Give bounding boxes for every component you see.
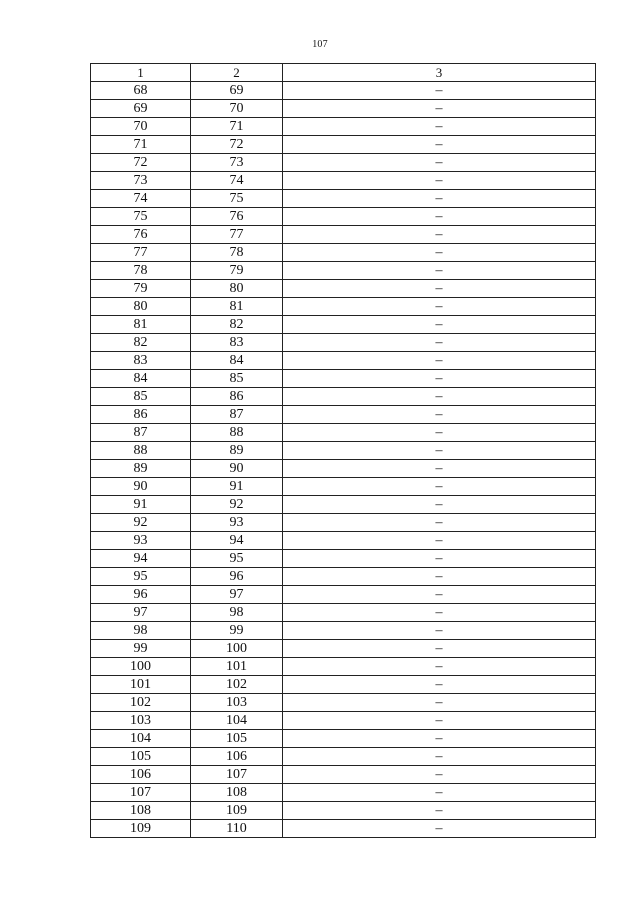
table-cell-col-3: – (283, 154, 596, 172)
table-cell-col-2: 74 (191, 172, 283, 190)
table-cell-col-2: 94 (191, 532, 283, 550)
table-cell-col-3: – (283, 748, 596, 766)
table-row (91, 82, 596, 100)
table-cell-col-1: 91 (91, 496, 191, 514)
table-cell-col-1: 72 (91, 154, 191, 172)
table-cell-col-2: 92 (191, 496, 283, 514)
table-row (91, 334, 596, 352)
table-row (91, 550, 596, 568)
table-cell-col-3: – (283, 568, 596, 586)
table-cell-col-3: – (283, 118, 596, 136)
table-row (91, 172, 596, 190)
table-cell-col-1: 99 (91, 640, 191, 658)
table-row (91, 676, 596, 694)
table-cell-col-3: – (283, 604, 596, 622)
table-cell-col-3: – (283, 658, 596, 676)
table-cell-col-2: 101 (191, 658, 283, 676)
table-row (91, 658, 596, 676)
table-cell-col-1: 75 (91, 208, 191, 226)
table-cell-col-1: 87 (91, 424, 191, 442)
table-cell-col-3: – (283, 640, 596, 658)
table-cell-col-1: 69 (91, 100, 191, 118)
table-cell-col-3: – (283, 262, 596, 280)
table-cell-col-2: 80 (191, 280, 283, 298)
table-cell-col-1: 105 (91, 748, 191, 766)
table-cell-col-1: 98 (91, 622, 191, 640)
table-cell-col-1: 94 (91, 550, 191, 568)
table-cell-col-3: – (283, 622, 596, 640)
table-row (91, 802, 596, 820)
table-row (91, 244, 596, 262)
table-cell-col-3: – (283, 172, 596, 190)
table-cell-col-2: 73 (191, 154, 283, 172)
table-cell-col-1: 100 (91, 658, 191, 676)
table-row (91, 316, 596, 334)
table-cell-col-1: 109 (91, 820, 191, 838)
table-cell-col-2: 102 (191, 676, 283, 694)
table-cell-col-2: 83 (191, 334, 283, 352)
table-cell-col-3: – (283, 820, 596, 838)
table-cell-col-2: 99 (191, 622, 283, 640)
table-cell-col-1: 78 (91, 262, 191, 280)
table-cell-col-1: 84 (91, 370, 191, 388)
table-cell-col-2: 100 (191, 640, 283, 658)
table-cell-col-1: 92 (91, 514, 191, 532)
table-cell-col-1: 71 (91, 136, 191, 154)
table-cell-col-2: 98 (191, 604, 283, 622)
table-row (91, 694, 596, 712)
table-row (91, 748, 596, 766)
table-row (91, 820, 596, 838)
table-cell-col-2: 90 (191, 460, 283, 478)
table-cell-col-2: 95 (191, 550, 283, 568)
table-cell-col-2: 85 (191, 370, 283, 388)
table-row (91, 712, 596, 730)
table-cell-col-2: 103 (191, 694, 283, 712)
table-cell-col-1: 86 (91, 406, 191, 424)
table-cell-col-1: 83 (91, 352, 191, 370)
table-cell-col-1: 93 (91, 532, 191, 550)
table-cell-col-1: 107 (91, 784, 191, 802)
table-cell-col-3: – (283, 802, 596, 820)
table-cell-col-3: – (283, 406, 596, 424)
table-cell-col-2: 69 (191, 82, 283, 100)
table-cell-col-1: 80 (91, 298, 191, 316)
table-cell-col-1: 97 (91, 604, 191, 622)
table-cell-col-2: 110 (191, 820, 283, 838)
table-cell-col-1: 95 (91, 568, 191, 586)
data-table (90, 63, 596, 838)
table-cell-col-3: – (283, 586, 596, 604)
table-cell-col-1: 82 (91, 334, 191, 352)
table-row (91, 568, 596, 586)
table-cell-col-2: 75 (191, 190, 283, 208)
table-cell-col-2: 105 (191, 730, 283, 748)
table-cell-col-3: – (283, 766, 596, 784)
table-row (91, 586, 596, 604)
table-cell-col-3: – (283, 298, 596, 316)
table-cell-col-3: – (283, 352, 596, 370)
table-cell-col-3: – (283, 388, 596, 406)
table-row (91, 136, 596, 154)
table-cell-col-3: – (283, 226, 596, 244)
table-cell-col-2: 106 (191, 748, 283, 766)
table-cell-col-1: 108 (91, 802, 191, 820)
table-row (91, 730, 596, 748)
table-row (91, 622, 596, 640)
table-cell-col-3: – (283, 244, 596, 262)
table-cell-col-3: – (283, 514, 596, 532)
table-cell-col-3: – (283, 208, 596, 226)
table-row (91, 532, 596, 550)
table-cell-col-1: 88 (91, 442, 191, 460)
table-row (91, 190, 596, 208)
table-cell-col-3: – (283, 478, 596, 496)
table-body (91, 82, 596, 838)
table-row (91, 496, 596, 514)
table-cell-col-2: 84 (191, 352, 283, 370)
table-cell-col-2: 109 (191, 802, 283, 820)
table-cell-col-3: – (283, 694, 596, 712)
table-cell-col-1: 81 (91, 316, 191, 334)
table-cell-col-2: 108 (191, 784, 283, 802)
table-row (91, 208, 596, 226)
table-cell-col-1: 90 (91, 478, 191, 496)
table-cell-col-3: – (283, 136, 596, 154)
table-cell-col-2: 87 (191, 406, 283, 424)
table-cell-col-2: 107 (191, 766, 283, 784)
table-header (91, 64, 596, 82)
table-cell-col-1: 101 (91, 676, 191, 694)
table-cell-col-3: – (283, 316, 596, 334)
table-cell-col-1: 103 (91, 712, 191, 730)
table-row (91, 100, 596, 118)
table-row (91, 370, 596, 388)
table-row (91, 226, 596, 244)
table-row (91, 478, 596, 496)
table-cell-col-3: – (283, 280, 596, 298)
table-cell-col-2: 97 (191, 586, 283, 604)
table-cell-col-1: 79 (91, 280, 191, 298)
table-row (91, 424, 596, 442)
table-cell-col-2: 78 (191, 244, 283, 262)
table-cell-col-2: 70 (191, 100, 283, 118)
table-cell-col-2: 81 (191, 298, 283, 316)
table-row (91, 442, 596, 460)
table-header-row (91, 64, 596, 82)
table-cell-col-1: 104 (91, 730, 191, 748)
table-cell-col-1: 76 (91, 226, 191, 244)
table-cell-col-3: – (283, 370, 596, 388)
table-cell-col-2: 82 (191, 316, 283, 334)
table-row (91, 118, 596, 136)
table-row (91, 298, 596, 316)
table-row (91, 262, 596, 280)
table-row (91, 352, 596, 370)
table-row (91, 406, 596, 424)
table-cell-col-3: – (283, 532, 596, 550)
table-cell-col-1: 74 (91, 190, 191, 208)
column-header-1: 1 (91, 64, 191, 82)
table-row (91, 460, 596, 478)
page-number: 107 (312, 39, 328, 50)
table-row (91, 154, 596, 172)
table-cell-col-1: 77 (91, 244, 191, 262)
table-row (91, 514, 596, 532)
table-cell-col-1: 85 (91, 388, 191, 406)
table-cell-col-2: 104 (191, 712, 283, 730)
table-cell-col-3: – (283, 460, 596, 478)
column-header-2: 2 (191, 64, 283, 82)
table-cell-col-2: 71 (191, 118, 283, 136)
table-cell-col-3: – (283, 784, 596, 802)
table-cell-col-2: 89 (191, 442, 283, 460)
table-cell-col-3: – (283, 676, 596, 694)
table-cell-col-3: – (283, 100, 596, 118)
table-row (91, 388, 596, 406)
table-row (91, 640, 596, 658)
table-cell-col-2: 77 (191, 226, 283, 244)
table-cell-col-3: – (283, 82, 596, 100)
table-cell-col-2: 72 (191, 136, 283, 154)
table-cell-col-2: 76 (191, 208, 283, 226)
table-cell-col-2: 88 (191, 424, 283, 442)
table-cell-col-3: – (283, 334, 596, 352)
table-cell-col-3: – (283, 496, 596, 514)
column-header-3: 3 (283, 64, 596, 82)
table-row (91, 784, 596, 802)
table-cell-col-1: 70 (91, 118, 191, 136)
table-cell-col-2: 79 (191, 262, 283, 280)
table-row (91, 766, 596, 784)
table-cell-col-2: 86 (191, 388, 283, 406)
table-cell-col-2: 93 (191, 514, 283, 532)
table-cell-col-1: 68 (91, 82, 191, 100)
table-cell-col-1: 73 (91, 172, 191, 190)
table-cell-col-1: 106 (91, 766, 191, 784)
table-cell-col-1: 96 (91, 586, 191, 604)
table-row (91, 280, 596, 298)
table-cell-col-1: 89 (91, 460, 191, 478)
table-cell-col-2: 91 (191, 478, 283, 496)
table-cell-col-3: – (283, 712, 596, 730)
table-cell-col-3: – (283, 190, 596, 208)
table-row (91, 604, 596, 622)
table-cell-col-3: – (283, 730, 596, 748)
table-cell-col-3: – (283, 424, 596, 442)
table-cell-col-3: – (283, 442, 596, 460)
table-cell-col-1: 102 (91, 694, 191, 712)
table-cell-col-2: 96 (191, 568, 283, 586)
table-cell-col-3: – (283, 550, 596, 568)
